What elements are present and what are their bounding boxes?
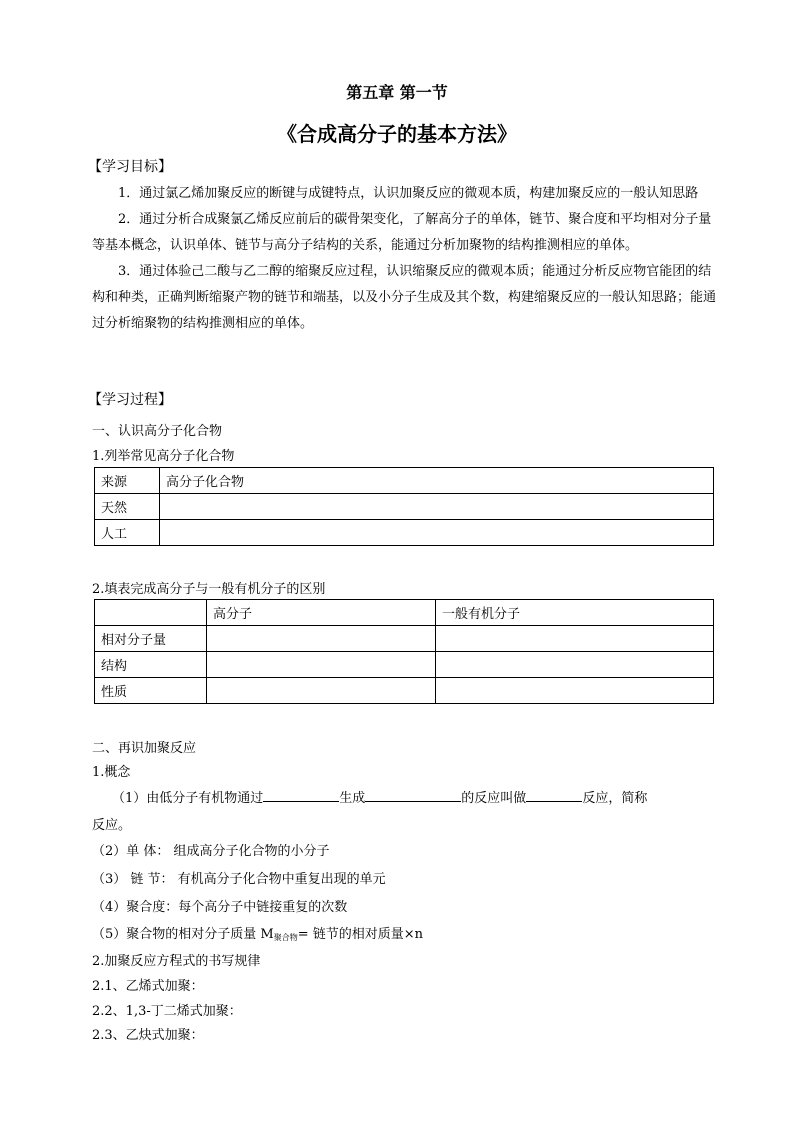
- concept-degree: （4）聚合度：每个高分子中链接重复的次数: [92, 900, 348, 915]
- concept-text: 的反应叫做: [461, 791, 527, 806]
- question-2: 2.填表完成高分子与一般有机分子的区别: [92, 582, 326, 597]
- table-cell[interactable]: [436, 626, 714, 652]
- polymer-examples-table: [94, 467, 714, 546]
- fill-blank[interactable]: [365, 787, 461, 802]
- fill-blank[interactable]: [526, 787, 582, 802]
- table-row: [95, 600, 714, 626]
- concept-monomer: （2）单 体： 组成高分子化合物的小分子: [92, 844, 330, 859]
- subscript: 聚合物: [273, 933, 298, 942]
- concept-text: 生成: [339, 791, 366, 806]
- table-cell[interactable]: [207, 626, 436, 652]
- rule-butadiene: 2.2、1,3-丁二烯式加聚：: [92, 1004, 242, 1019]
- table-row: [95, 652, 714, 678]
- comparison-table: [94, 599, 714, 704]
- process-heading: 【学习过程】: [88, 392, 172, 408]
- objective-item: 3．通过体验己二酸与乙二醇的缩聚反应过程，认识缩聚反应的微观本质；能通过分析反应物官能团的结构和种类，正确判断缩聚产物的链节和端基，以及小分子生成及其个数，构建缩聚反应的一般认知思路；能通过分析缩聚物的结构推测相应的单体。: [92, 264, 717, 331]
- table-row: [95, 626, 714, 652]
- concept-text: 反应，简称: [582, 791, 648, 806]
- table-header-cell: 一般有机分子: [436, 600, 714, 626]
- rule-ethylene: 2.1、乙烯式加聚：: [92, 979, 204, 994]
- lesson-title: 《合成高分子的基本方法》: [277, 122, 517, 146]
- objective-item: 1．通过氯乙烯加聚反应的断键与成键特点，认识加聚反应的微观本质，构建加聚反应的一般认知思路: [118, 186, 699, 201]
- objective-item: 2．通过分析合成聚氯乙烯反应前后的碳骨架变化，了解高分子的单体，链节、聚合度和平均相对分子量等基本概念，认识单体、链节与高分子结构的关系，能通过分析加聚物的结构推测相应的单体。: [92, 212, 712, 253]
- concept-heading: 1.概念: [92, 765, 131, 780]
- table-row: [95, 520, 714, 546]
- question-1: 1.列举常见高分子化合物: [92, 449, 235, 464]
- table-cell: 结构: [95, 652, 207, 678]
- concept-definition-line-end: [92, 814, 131, 833]
- rule-acetylene: 2.3、乙炔式加聚：: [92, 1028, 204, 1043]
- concept-molar-mass: [92, 923, 423, 943]
- table-cell[interactable]: [207, 652, 436, 678]
- table-row: [95, 494, 714, 520]
- fill-blank[interactable]: [263, 787, 339, 802]
- table-cell[interactable]: [160, 520, 714, 546]
- table-row: [95, 678, 714, 704]
- concept-text: （1）由低分子有机物通过: [112, 791, 264, 806]
- part2-heading: 二、再识加聚反应: [92, 741, 197, 756]
- table-cell[interactable]: [436, 678, 714, 704]
- table-cell[interactable]: [436, 652, 714, 678]
- concept-text: （5）聚合物的相对分子质量 M: [92, 927, 274, 942]
- table-cell[interactable]: [207, 678, 436, 704]
- objectives-heading: 【学习目标】: [88, 159, 172, 175]
- table-header-cell: 高分子化合物: [160, 468, 714, 494]
- concept-definition-line: [112, 787, 647, 806]
- table-header-cell: 来源: [95, 468, 160, 494]
- concept-chain-unit: （3） 链 节： 有机高分子化合物中重复出现的单元: [92, 872, 386, 887]
- table-cell: 相对分子量: [95, 626, 207, 652]
- rules-heading: 2.加聚反应方程式的书写规律: [92, 954, 261, 969]
- chapter-heading: 第五章 第一节: [346, 83, 448, 102]
- concept-text: 反应。: [92, 818, 132, 833]
- table-header-cell: [95, 600, 207, 626]
- concept-text: = 链节的相对质量×n: [297, 927, 424, 942]
- table-row: [95, 468, 714, 494]
- table-header-cell: 高分子: [207, 600, 436, 626]
- table-cell: 天然: [95, 494, 160, 520]
- objectives-list: [92, 181, 722, 337]
- table-cell: 人工: [95, 520, 160, 546]
- table-cell[interactable]: [160, 494, 714, 520]
- part1-heading: 一、认识高分子化合物: [92, 424, 223, 439]
- table-cell: 性质: [95, 678, 207, 704]
